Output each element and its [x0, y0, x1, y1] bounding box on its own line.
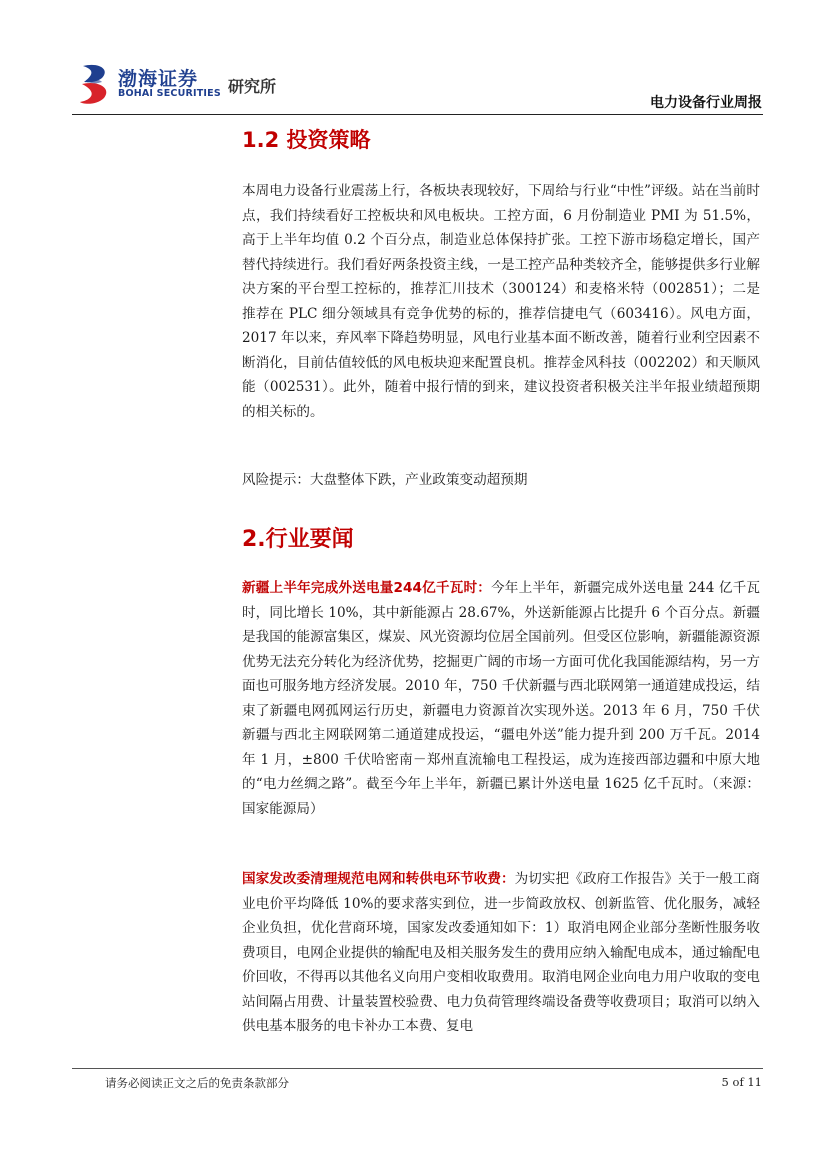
section-title-industry-news: 2.行业要闻 — [242, 527, 354, 552]
footer-divider — [72, 1068, 763, 1069]
news-body: 今年上半年，新疆完成外送电量 244 亿千瓦时，同比增长 10%，其中新能源占 28.67%，外送新能源占比提升 6 个百分点。新疆是我国的能源富集区，煤炭、风光资源均位居全国前列。但受区位影响，新疆能源资源优势无法充分转化为经济优势，挖掘更广阔的市场一方面可优化我国能源结构，另一方面也可服务地方经济发展。2010 年，750 千伏新疆与西北联网第一通道建成投运，结束了新疆电网孤网运行历史，新疆电力资源首次实现外送。2013 年 6 月，750 千伏新疆与西北主网联网第二通道建成投运，“疆电外送”能力提升到 200 万千瓦。2014 年 1 月，±800 千伏哈密南－郑州直流输电工程投运，成为连接西部边疆和中原大地的“电力丝绸之路”。截至今年上半年，新疆已累计外送电量 1625 亿千瓦时。（来源：国家能源局） — [242, 580, 761, 817]
bohai-logo-icon — [78, 62, 112, 106]
report-title: 电力设备行业周报 — [650, 95, 762, 111]
logo-en-text: BOHAI SECURITIES — [118, 88, 221, 99]
news-headline: 新疆上半年完成外送电量244亿千瓦时： — [242, 580, 492, 596]
risk-warning: 风险提示：大盘整体下跌，产业政策变动超预期 — [242, 472, 528, 488]
news-headline: 国家发改委清理规范电网和转供电环节收费： — [242, 871, 515, 887]
investment-strategy-paragraph: 本周电力设备行业震荡上行，各板块表现较好，下周给与行业“中性”评级。站在当前时点，我们持续看好工控板块和风电板块。工控方面，6 月份制造业 PMI 为 51.5%，高于上半年均值 0.2 个百分点，制造业总体保持扩张。工控下游市场稳定增长，国产替代持续进行。我们看好两条投资主线，一是工控产品种类较齐全，能够提供多行业解决方案的平台型工控标的，推荐汇川技术（300124）和麦格米特（002851）；二是推荐在 PLC 细分领域具有竞争优势的标的，推荐信捷电气（603416）。风电方面，2017 年以来，弃风率下降趋势明显，风电行业基本面不断改善，随着行业利空因素不断消化，目前估值较低的风电板块迎来配置良机。推荐金风科技（002202）和天顺风能（002531）。此外，随着中报行情的到来，建议投资者积极关注半年报业绩超预期的相关标的。 — [242, 183, 760, 420]
footer-disclaimer: 请务必阅读正文之后的免责条款部分 — [105, 1076, 289, 1090]
department-label: 研究所 — [228, 77, 277, 96]
news-item — [242, 576, 760, 821]
news-item — [242, 867, 760, 1039]
news-body: 为切实把《政府工作报告》关于一般工商业电价平均降低 10%的要求落实到位，进一步简政放权、创新监管、优化服务，减轻企业负担，优化营商环境，国家发改委通知如下：1）取消电网企业部分垄断性服务收费项目，电网企业提供的输配电及相关服务发生的费用应纳入输配电成本，通过输配电价回收，不得再以其他名义向用户变相收取费用。取消电网企业向电力用户收取的变电站间隔占用费、计量装置校验费、电力负荷管理终端设备费等收费项目；取消可以纳入供电基本服务的电卡补办工本费、复电 — [242, 871, 761, 1034]
header-divider — [72, 114, 763, 115]
page-number: 5 of 11 — [721, 1075, 762, 1089]
section-title-investment-strategy: 1.2 投资策略 — [242, 128, 371, 152]
logo-cn-text: 渤海证券 — [118, 68, 199, 90]
